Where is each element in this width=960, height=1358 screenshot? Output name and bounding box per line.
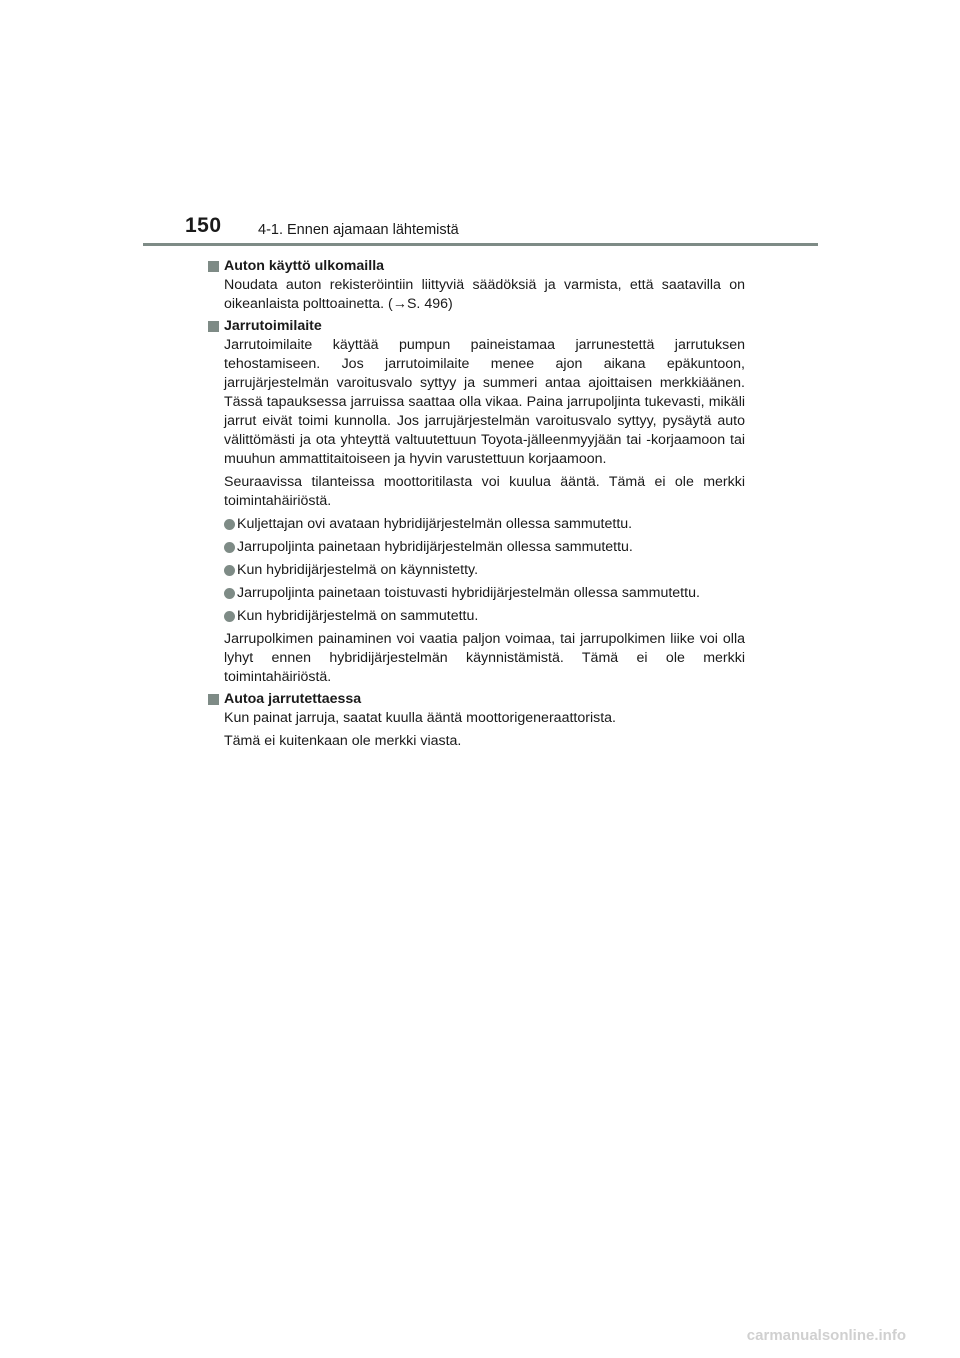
square-bullet-icon <box>208 321 219 332</box>
list-item: Kun hybridijärjestelmä on käynnistetty. <box>224 561 745 580</box>
list-item: Kuljettajan ovi avataan hybridijärjestelmän ollessa sammutettu. <box>224 515 745 534</box>
paragraph: Noudata auton rekisteröintiin liittyviä säädöksiä ja varmista, että saatavilla on oikeanlaista polttoainetta. (→S. 496) <box>224 277 745 312</box>
section-heading: Autoa jarrutettaessa <box>208 690 745 709</box>
section-brake-booster <box>208 317 745 687</box>
page-header <box>0 0 960 250</box>
paragraph: Tämä ei kuitenkaan ole merkki viasta. <box>224 733 462 749</box>
paragraph: Jarrutoimilaite käyttää pumpun paineistamaa jarrunestettä jarrutuksen tehostamiseen. Jos jarrutoimilaite menee ajon aikana epäkuntoon, jarrujärjestelmän varoitusvalo syttyy ja summeri antaa ajoittaisen merkkiäänen. Tässä tapauksessa jarruissa saattaa olla vikaa. Paina jarrupoljinta tukevasti, mikäli jarrut eivät toimi kunnolla. Jos jarrujärjestelmän varoitusvalo syttyy, pysäytä auto välittömästi ja ota yhteyttä valtuutettuun Toyota-jälleenmyyjään tai -korjaamoon tai muuhun ammattitaitoiseen ja hyvin varustettuun korjaamoon. <box>224 337 745 467</box>
paragraph: Seuraavissa tilanteissa moottoritilasta voi kuulua ääntä. Tämä ei ole merkki toimintahäiriöstä. <box>224 474 745 509</box>
paragraph: Jarrupolkimen painaminen voi vaatia paljon voimaa, tai jarrupolkimen liike voi olla lyhyt ennen hybridijärjestelmän käynnistämistä. Tämä ei ole merkki toimintahäiriöstä. <box>224 631 745 685</box>
list-item: Jarrupoljinta painetaan hybridijärjestelmän ollessa sammutettu. <box>224 538 745 557</box>
round-bullet-icon <box>224 542 235 553</box>
header-divider <box>143 243 818 246</box>
watermark: carmanualsonline.info <box>746 1327 906 1344</box>
square-bullet-icon <box>208 694 219 705</box>
square-bullet-icon <box>208 261 219 272</box>
page-number: 150 <box>185 214 222 237</box>
round-bullet-icon <box>224 611 235 622</box>
round-bullet-icon <box>224 519 235 530</box>
section-braking <box>208 690 745 751</box>
section-driving-abroad <box>208 257 745 314</box>
page-content <box>208 254 745 754</box>
list-item: Jarrupoljinta painetaan toistuvasti hybridijärjestelmän ollessa sammutettu. <box>224 584 745 603</box>
section-title: 4-1. Ennen ajamaan lähtemistä <box>258 222 459 238</box>
section-heading: Jarrutoimilaite <box>208 317 745 336</box>
round-bullet-icon <box>224 588 235 599</box>
paragraph: Kun painat jarruja, saatat kuulla ääntä moottorigeneraattorista. <box>224 710 616 726</box>
section-heading: Auton käyttö ulkomailla <box>208 257 745 276</box>
round-bullet-icon <box>224 565 235 576</box>
list-item: Kun hybridijärjestelmä on sammutettu. <box>224 607 745 626</box>
